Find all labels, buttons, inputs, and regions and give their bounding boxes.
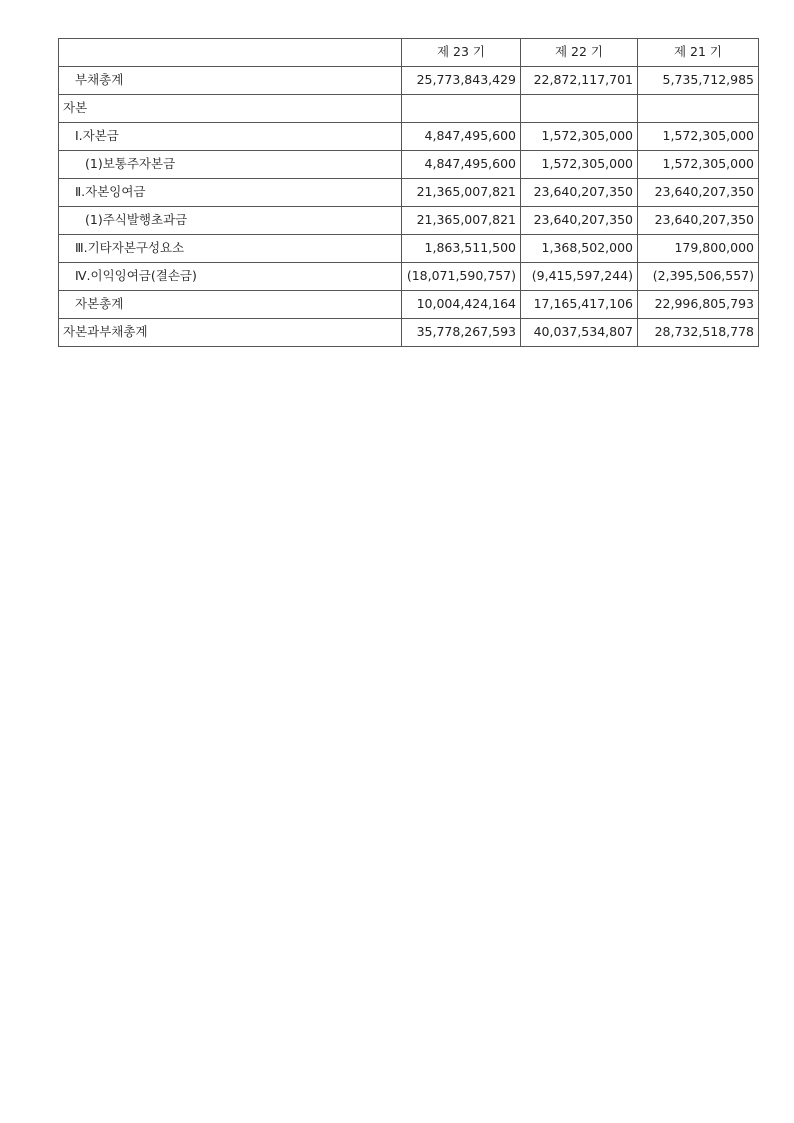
row-value: 1,572,305,000 bbox=[521, 123, 638, 151]
row-value bbox=[402, 95, 521, 123]
row-value: 17,165,417,106 bbox=[521, 291, 638, 319]
row-value: 21,365,007,821 bbox=[402, 179, 521, 207]
header-period-23: 제 23 기 bbox=[402, 39, 521, 67]
row-value: 10,004,424,164 bbox=[402, 291, 521, 319]
row-value: 4,847,495,600 bbox=[402, 123, 521, 151]
balance-sheet-table bbox=[58, 38, 759, 347]
row-label: 자본총계 bbox=[59, 291, 402, 319]
table-body bbox=[59, 67, 759, 347]
row-label: 자본 bbox=[59, 95, 402, 123]
row-value: 40,037,534,807 bbox=[521, 319, 638, 347]
table-row bbox=[59, 67, 759, 95]
table-row bbox=[59, 179, 759, 207]
row-value: 1,863,511,500 bbox=[402, 235, 521, 263]
table-row bbox=[59, 263, 759, 291]
row-value: 23,640,207,350 bbox=[521, 207, 638, 235]
row-label: Ⅱ.자본잉여금 bbox=[59, 179, 402, 207]
row-value: 1,572,305,000 bbox=[638, 123, 759, 151]
row-value bbox=[521, 95, 638, 123]
table-row bbox=[59, 151, 759, 179]
table-row bbox=[59, 291, 759, 319]
row-label: Ⅲ.기타자본구성요소 bbox=[59, 235, 402, 263]
row-value: 21,365,007,821 bbox=[402, 207, 521, 235]
row-value: (9,415,597,244) bbox=[521, 263, 638, 291]
row-value: (18,071,590,757) bbox=[402, 263, 521, 291]
row-value: 23,640,207,350 bbox=[521, 179, 638, 207]
row-value: 35,778,267,593 bbox=[402, 319, 521, 347]
row-value: 179,800,000 bbox=[638, 235, 759, 263]
row-value: (2,395,506,557) bbox=[638, 263, 759, 291]
table-row bbox=[59, 123, 759, 151]
row-value: 22,996,805,793 bbox=[638, 291, 759, 319]
row-value: 1,572,305,000 bbox=[638, 151, 759, 179]
row-value bbox=[638, 95, 759, 123]
table-row bbox=[59, 207, 759, 235]
row-value: 28,732,518,778 bbox=[638, 319, 759, 347]
header-period-21: 제 21 기 bbox=[638, 39, 759, 67]
row-label: 부채총계 bbox=[59, 67, 402, 95]
table-row bbox=[59, 235, 759, 263]
row-value: 23,640,207,350 bbox=[638, 207, 759, 235]
table-row bbox=[59, 319, 759, 347]
row-label: 자본과부채총계 bbox=[59, 319, 402, 347]
row-value: 1,572,305,000 bbox=[521, 151, 638, 179]
header-period-22: 제 22 기 bbox=[521, 39, 638, 67]
row-label: Ⅳ.이익잉여금(결손금) bbox=[59, 263, 402, 291]
header-label-cell bbox=[59, 39, 402, 67]
row-value: 22,872,117,701 bbox=[521, 67, 638, 95]
row-value: 23,640,207,350 bbox=[638, 179, 759, 207]
row-value: 1,368,502,000 bbox=[521, 235, 638, 263]
row-label: (1)보통주자본금 bbox=[59, 151, 402, 179]
row-label: (1)주식발행초과금 bbox=[59, 207, 402, 235]
header-row bbox=[59, 39, 759, 67]
row-value: 4,847,495,600 bbox=[402, 151, 521, 179]
balance-sheet-fragment bbox=[58, 38, 758, 347]
row-label: Ⅰ.자본금 bbox=[59, 123, 402, 151]
row-value: 5,735,712,985 bbox=[638, 67, 759, 95]
row-value: 25,773,843,429 bbox=[402, 67, 521, 95]
table-row bbox=[59, 95, 759, 123]
